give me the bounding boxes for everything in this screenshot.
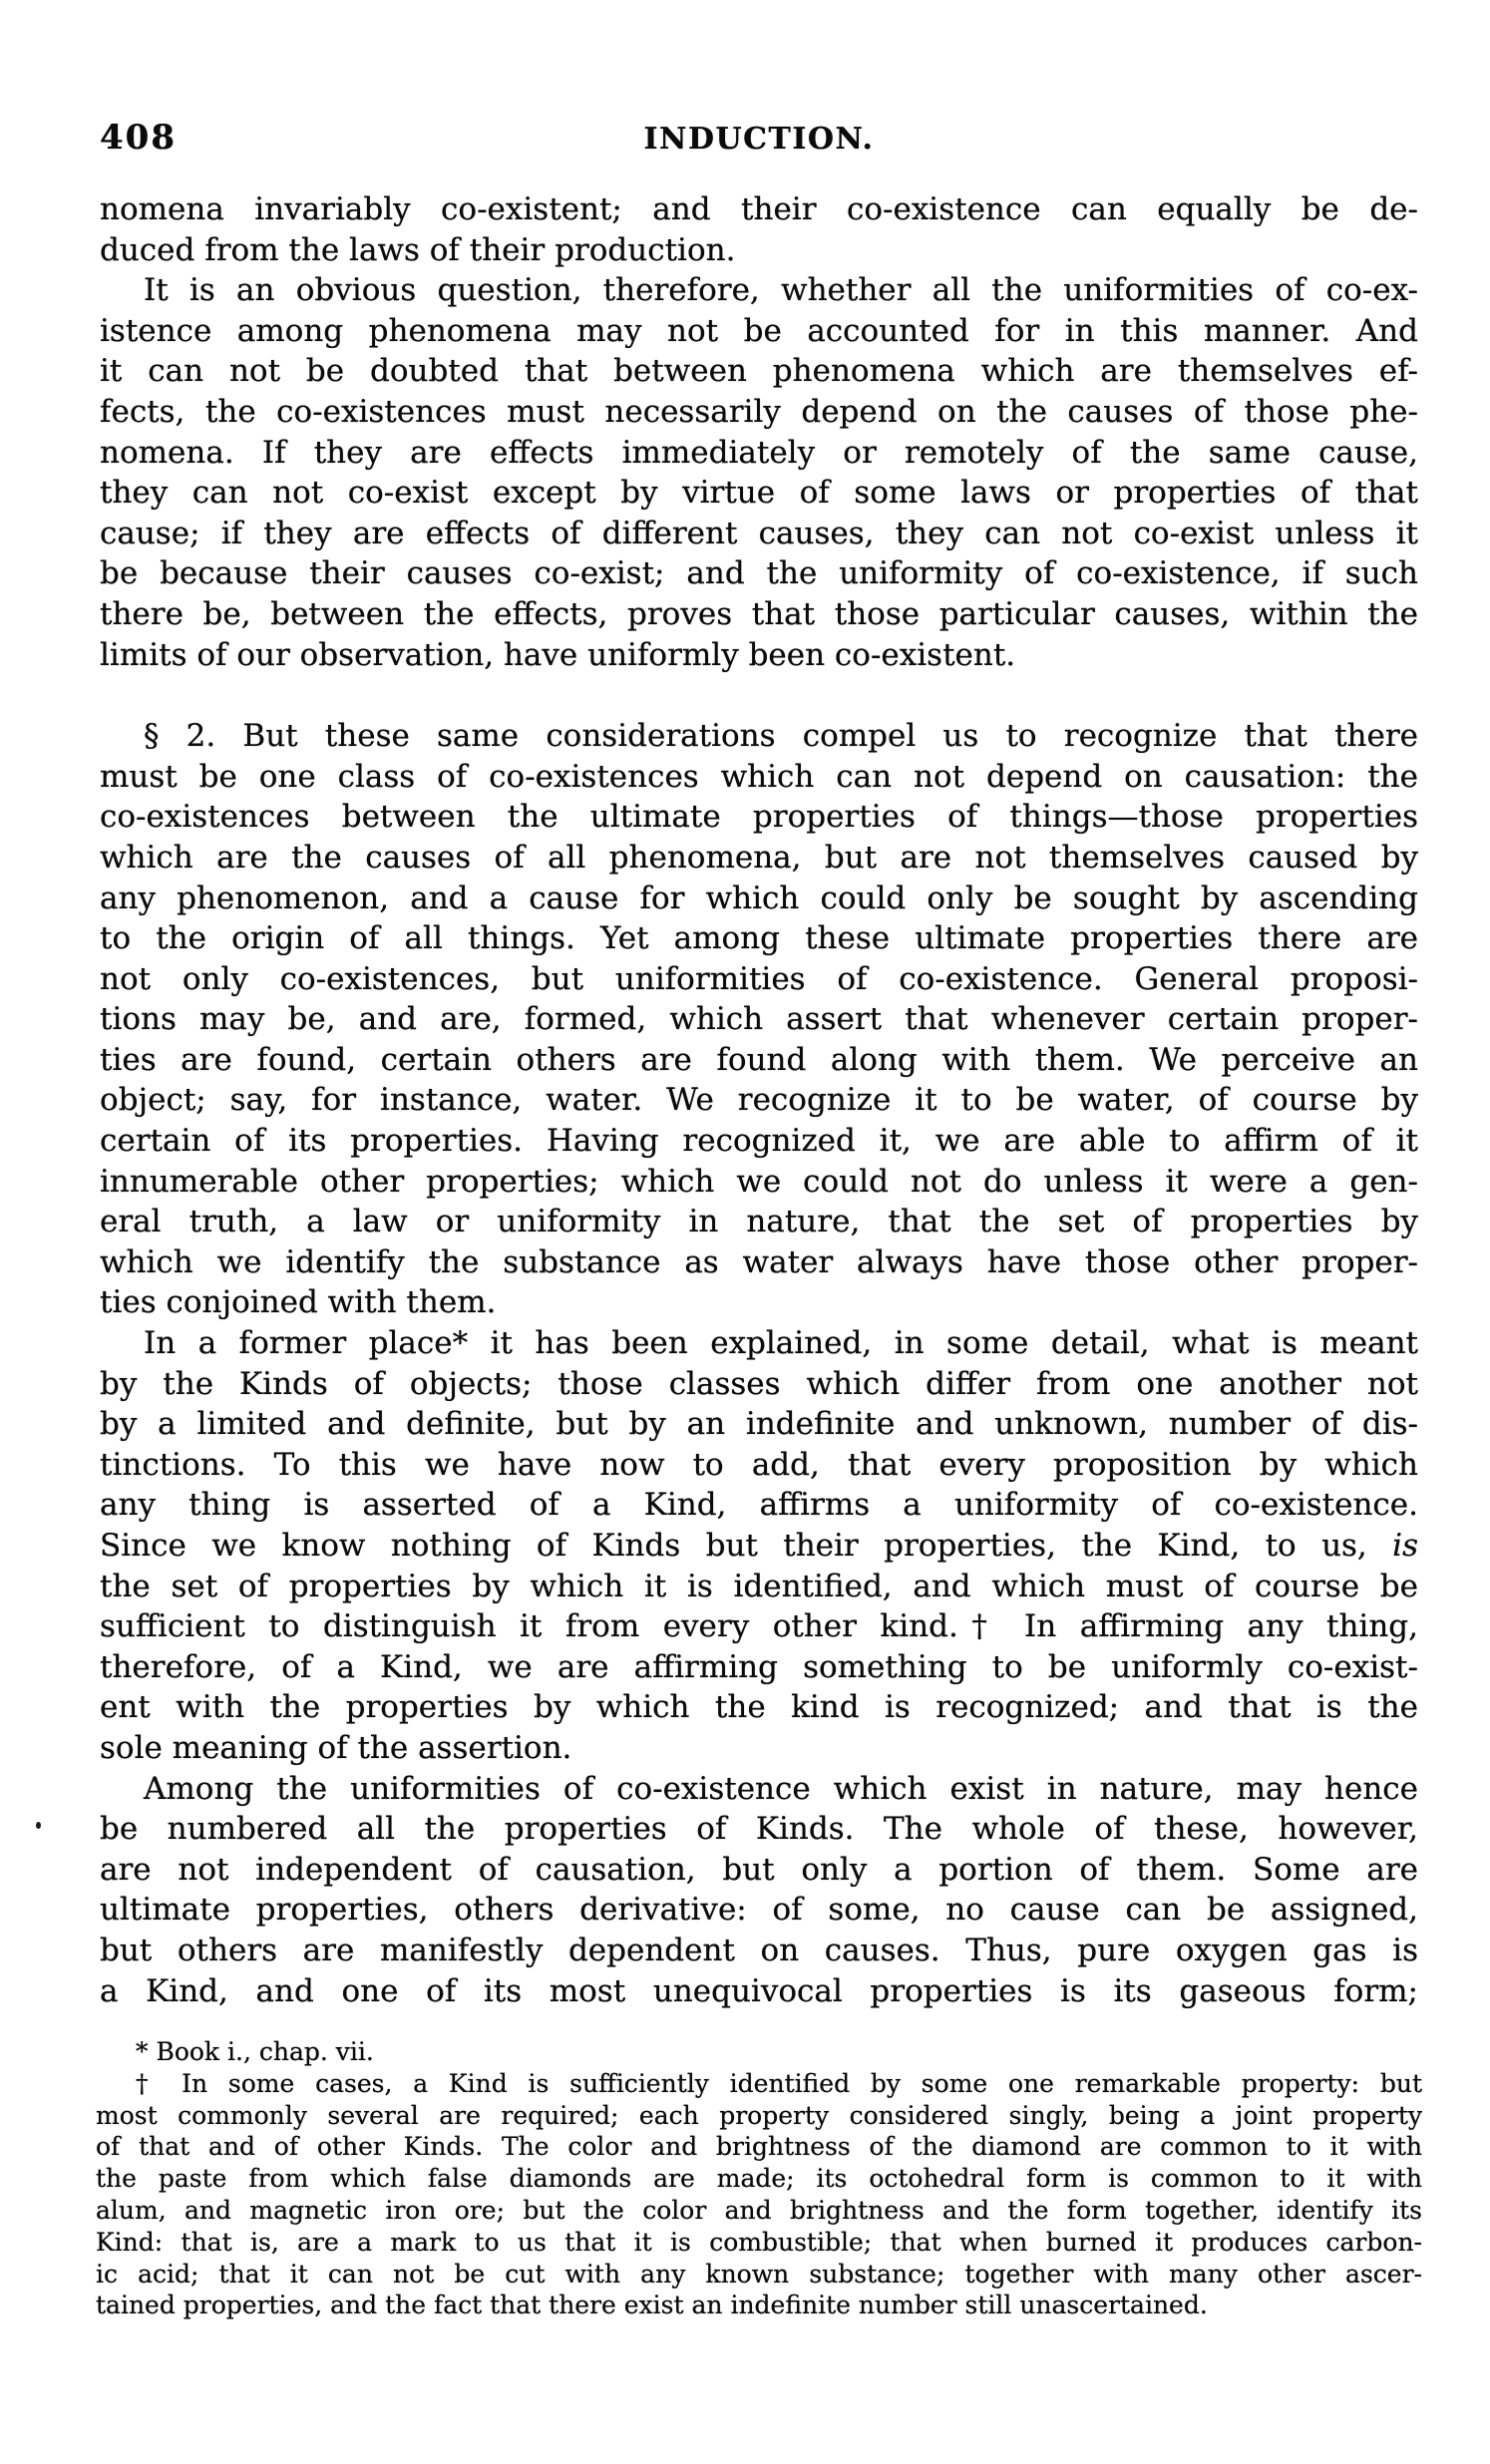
paragraph-kinds (100, 1323, 1418, 1769)
text-line: Among the uniformities of co-existence which exist in nature, may hence (144, 1770, 1418, 1807)
text-line: Since we know nothing of Kinds but their properties, the Kind, to us, is (100, 1528, 1418, 1564)
text-line: the set of properties by which it is identified, and which must of course be (100, 1568, 1418, 1604)
text-line: by a limited and definite, but by an indefinite and unknown, number of dis- (100, 1406, 1418, 1443)
text-line: istence among phenomena may not be accounted for in this manner. And (100, 312, 1418, 349)
text-line: fects, the co-existences must necessarily depend on the causes of those phe- (100, 393, 1418, 430)
text-line: there be, between the effects, proves that those particular causes, within the (100, 595, 1418, 632)
footnote-book-reference (96, 2036, 1422, 2068)
footnote-kind-identification (96, 2068, 1422, 2321)
text-line: co-existences between the ultimate properties of things—those properties (100, 799, 1418, 836)
text-line: In a former place* it has been explained, in some detail, what is meant (144, 1325, 1418, 1362)
text-line: ultimate properties, others derivative: of some, no cause can be assigned, (100, 1892, 1418, 1929)
text-line: ic acid; that it can not be cut with any known substance; together with many other ascer- (96, 2259, 1422, 2288)
text-line: the paste from which false diamonds are made; its octohedral form is common to it with (96, 2164, 1422, 2194)
paragraph-section-2 (100, 716, 1418, 1323)
text-line: limits of our observation, have uniformly been co-existent. (100, 636, 1016, 673)
text-line: ent with the properties by which the kind is recognized; and that is the (100, 1689, 1418, 1726)
text-line: which we identify the substance as water always have those other proper- (100, 1243, 1418, 1280)
text-line: alum, and magnetic iron ore; but the color and brightness and the form together, identify its (96, 2195, 1422, 2225)
text-line: be because their causes co-exist; and the uniformity of co-existence, if such (100, 555, 1418, 592)
paragraph-continuation (100, 189, 1418, 270)
text-line: ties are found, certain others are found along with them. We perceive an (100, 1041, 1418, 1078)
text-line: any phenomenon, and a cause for which could only be sought by ascending (100, 880, 1418, 916)
text-line: certain of its properties. Having recognized it, we are able to affirm of it (100, 1123, 1418, 1160)
text-line: object; say, for instance, water. We recognize it to be water, of course by (100, 1082, 1418, 1119)
text-line: it can not be doubted that between phenomena which are themselves ef- (100, 353, 1418, 390)
text-line: of that and of other Kinds. The color and brightness of the diamond are common to it with (96, 2132, 1422, 2162)
text-line: most commonly several are required; each property considered singly, being a joint property (96, 2100, 1422, 2130)
text-line: sole meaning of the assertion. (100, 1729, 572, 1766)
text-line: be numbered all the properties of Kinds. The whole of these, however, (100, 1811, 1418, 1848)
text-line: It is an obvious question, therefore, whether all the uniformities of co-ex- (144, 272, 1418, 309)
page-number: 408 (100, 118, 177, 158)
paragraph-uniformities-of-kinds (100, 1769, 1418, 2012)
running-header (100, 118, 1418, 158)
text-line: not only co-existences, but uniformities of co-existence. General proposi- (100, 960, 1418, 997)
running-title: INDUCTION. (643, 122, 875, 157)
text-line: eral truth, a law or uniformity in nature, that the set of properties by (100, 1204, 1418, 1240)
text-line: but others are manifestly dependent on causes. Thus, pure oxygen gas is (100, 1932, 1418, 1968)
text-line: they can not co-exist except by virtue of some laws or properties of that (100, 475, 1418, 512)
paragraph-obvious-question (100, 270, 1418, 675)
text-line: tinctions. To this we have now to add, that every proposition by which (100, 1446, 1418, 1483)
text-line: tions may be, and are, formed, which assert that whenever certain proper- (100, 1001, 1418, 1038)
text-line: ties conjoined with them. (100, 1284, 497, 1321)
text-line: tained properties, and the fact that there exist an indefinite number still unascertained. (96, 2290, 1208, 2320)
text-line: a Kind, and one of its most unequivocal properties is its gaseous form; (100, 1972, 1418, 2009)
scan-speck (36, 1822, 41, 1829)
text-line: which are the causes of all phenomena, but are not themselves caused by (100, 839, 1418, 876)
text-line: duced from the laws of their production. (100, 231, 736, 268)
text-line: therefore, of a Kind, we are affirming something to be uniformly co-exist- (100, 1648, 1418, 1685)
text-line: to the origin of all things. Yet among these ultimate properties there are (100, 920, 1418, 957)
text-line: are not independent of causation, but only a portion of them. Some are (100, 1851, 1418, 1888)
text-line: nomena. If they are effects immediately or remotely of the same cause, (100, 434, 1418, 471)
text-line: sufficient to distinguish it from every other kind.† In affirming any thing, (100, 1608, 1418, 1645)
text-line: § 2. But these same considerations compel us to recognize that there (144, 718, 1418, 755)
text-line: innumerable other properties; which we could not do unless it were a gen- (100, 1163, 1418, 1200)
text-line: † In some cases, a Kind is sufficiently identified by some one remarkable property: but (136, 2068, 1422, 2098)
page-body (100, 189, 1418, 2011)
footnotes (96, 2036, 1422, 2321)
text-line: Kind: that is, are a mark to us that it is combustible; that when burned it produces carbon- (96, 2227, 1422, 2257)
text-line: nomena invariably co-existent; and their co-existence can equally be de- (100, 191, 1418, 227)
text-line: must be one class of co-existences which can not depend on causation: the (100, 758, 1418, 795)
text-line: any thing is asserted of a Kind, affirms a uniformity of co-existence. (100, 1487, 1418, 1524)
text-line: by the Kinds of objects; those classes which differ from one another not (100, 1365, 1418, 1402)
text-line: * Book i., chap. vii. (136, 2037, 374, 2066)
text-line: cause; if they are effects of different causes, they can not co-exist unless it (100, 515, 1418, 551)
